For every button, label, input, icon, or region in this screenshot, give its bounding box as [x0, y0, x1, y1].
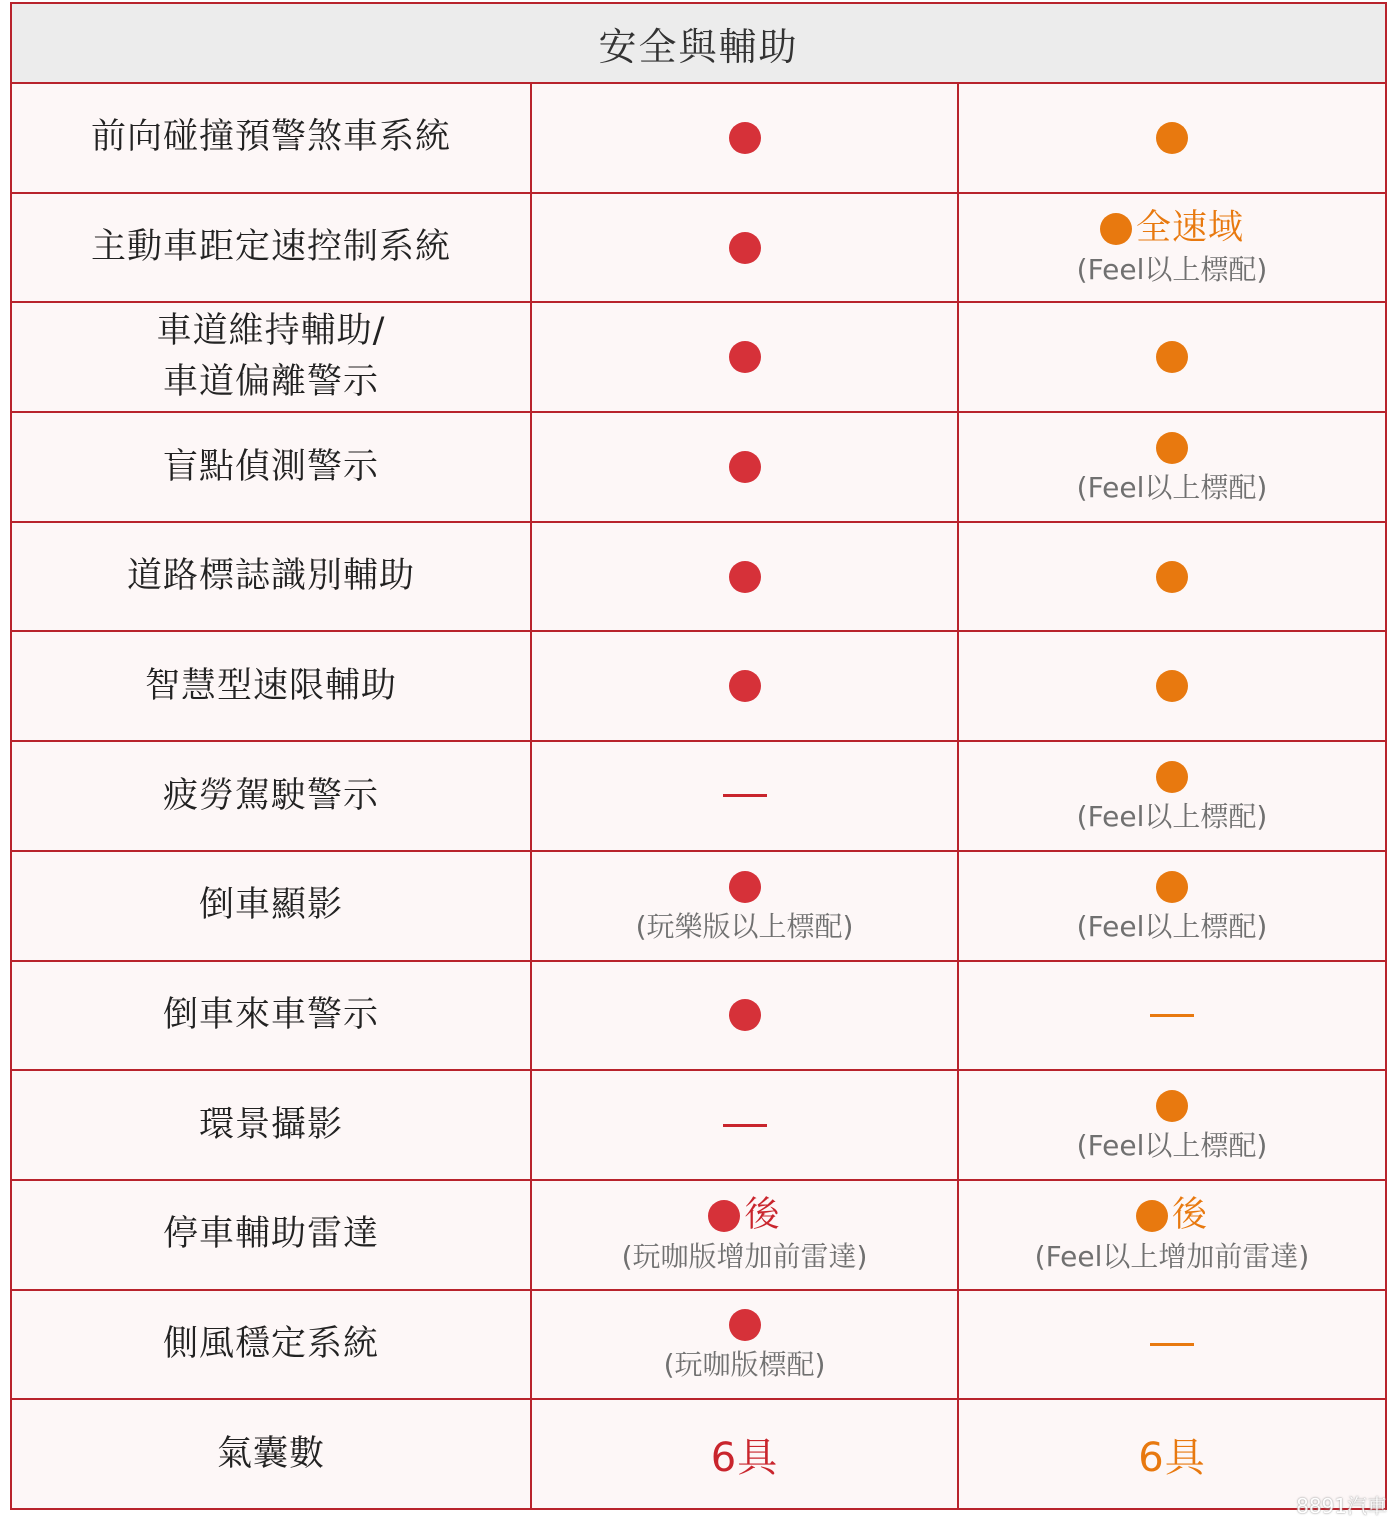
feature-label	[157, 306, 386, 408]
trim-b-cell	[959, 1071, 1385, 1179]
table-row	[12, 742, 1385, 852]
feature-label-cell	[12, 1400, 532, 1508]
trim-a-cell	[532, 1181, 959, 1289]
feature-label-cell	[12, 303, 532, 411]
value-main	[1156, 1090, 1188, 1122]
trim-a-cell	[532, 413, 959, 521]
feature-label-line: 盲點偵測警示	[162, 446, 379, 487]
feature-label	[199, 880, 343, 931]
value-note: (玩咖版增加前雷達)	[621, 1240, 868, 1274]
feature-label-line: 主動車距定速控制系統	[90, 227, 451, 268]
value-main	[1156, 670, 1188, 702]
feature-label-line: 疲勞駕駛警示	[162, 775, 379, 816]
table-row	[12, 303, 1385, 413]
table-row	[12, 1291, 1385, 1401]
trim-b-cell	[959, 852, 1385, 960]
orange-dot-icon	[1156, 561, 1188, 593]
value-note: (Feel以上標配)	[1076, 253, 1268, 287]
red-dot-icon	[729, 451, 761, 483]
feature-label-cell	[12, 84, 532, 192]
value-main	[729, 451, 761, 483]
feature-label	[217, 1429, 325, 1480]
table-row	[12, 1071, 1385, 1181]
red-dot-icon	[729, 341, 761, 373]
value-main	[708, 1195, 781, 1236]
value-text: 後	[744, 1195, 781, 1236]
trim-b-cell	[959, 194, 1385, 302]
feature-label-cell	[12, 523, 532, 631]
dash-icon	[723, 794, 767, 797]
red-dot-icon	[729, 561, 761, 593]
value-note: (Feel以上標配)	[1076, 909, 1268, 943]
value-main	[729, 341, 761, 373]
trim-a-cell	[532, 303, 959, 411]
value-main	[729, 670, 761, 702]
feature-label-line: 車道偏離警示	[162, 362, 379, 403]
feature-label-line: 倒車來車警示	[162, 994, 379, 1035]
trim-a-cell	[532, 962, 959, 1070]
table-row	[12, 523, 1385, 633]
trim-a-cell	[532, 742, 959, 850]
dash-icon	[723, 1124, 767, 1127]
red-dot-icon	[729, 871, 761, 903]
value-text: 全速域	[1135, 208, 1244, 249]
table-row	[12, 1400, 1385, 1510]
comparison-table	[10, 2, 1387, 1510]
table-row	[12, 194, 1385, 304]
value-main	[1156, 432, 1188, 464]
value-note: (玩咖版標配)	[663, 1348, 826, 1382]
trim-a-cell	[532, 523, 959, 631]
feature-label	[127, 551, 415, 602]
feature-label-line: 氣囊數	[216, 1433, 325, 1474]
dash-icon	[1150, 1014, 1194, 1017]
feature-label-line: 智慧型速限輔助	[144, 665, 397, 706]
value-text: 後	[1171, 1195, 1208, 1236]
orange-dot-icon	[1156, 341, 1188, 373]
feature-label	[163, 771, 379, 822]
trim-a-cell	[532, 84, 959, 192]
feature-label-line: 倒車顯影	[198, 885, 343, 926]
table-row	[12, 852, 1385, 962]
trim-b-cell	[959, 523, 1385, 631]
trim-b-cell	[959, 84, 1385, 192]
trim-a-cell	[532, 632, 959, 740]
feature-label	[91, 112, 451, 163]
table-header	[12, 4, 1385, 84]
airbag-count: 6具	[710, 1434, 779, 1481]
table-row	[12, 413, 1385, 523]
feature-label-line: 車道維持輔助/	[156, 311, 386, 352]
feature-label-cell	[12, 742, 532, 850]
feature-label	[163, 990, 379, 1041]
trim-b-cell	[959, 303, 1385, 411]
feature-label-cell	[12, 1181, 532, 1289]
feature-label-line: 前向碰撞預警煞車系統	[90, 117, 451, 158]
value-note: (Feel以上標配)	[1076, 470, 1268, 504]
table-row	[12, 1181, 1385, 1291]
feature-label-cell	[12, 962, 532, 1070]
value-main	[729, 232, 761, 264]
value-main	[1156, 871, 1188, 903]
trim-b-cell	[959, 632, 1385, 740]
value-main	[729, 999, 761, 1031]
feature-label	[163, 1319, 379, 1370]
table-title: 安全與輔助	[598, 24, 799, 69]
red-dot-icon	[729, 122, 761, 154]
orange-dot-icon	[1156, 432, 1188, 464]
value-main	[729, 871, 761, 903]
airbag-count: 6具	[1138, 1434, 1206, 1481]
feature-label	[91, 222, 451, 273]
feature-label-cell	[12, 1071, 532, 1179]
value-main	[729, 1309, 761, 1341]
feature-label-cell	[12, 1291, 532, 1399]
red-dot-icon	[729, 232, 761, 264]
value-main	[1156, 341, 1188, 373]
value-main	[729, 561, 761, 593]
value-main	[1156, 561, 1188, 593]
trim-b-cell	[959, 1181, 1385, 1289]
feature-label-line: 環景攝影	[198, 1104, 343, 1145]
orange-dot-icon	[1156, 871, 1188, 903]
red-dot-icon	[729, 670, 761, 702]
value-main	[1156, 761, 1188, 793]
orange-dot-icon	[1136, 1200, 1168, 1232]
feature-label-cell	[12, 413, 532, 521]
table-row	[12, 632, 1385, 742]
trim-a-cell	[532, 852, 959, 960]
orange-dot-icon	[1156, 1090, 1188, 1122]
feature-label	[199, 1100, 343, 1151]
feature-label-line: 道路標誌識別輔助	[126, 556, 415, 597]
trim-b-cell	[959, 413, 1385, 521]
value-main	[729, 122, 761, 154]
table-row	[12, 84, 1385, 194]
feature-label-cell	[12, 852, 532, 960]
value-note: (Feel以上增加前雷達)	[1034, 1240, 1310, 1274]
value-main	[1136, 1195, 1208, 1236]
table-row	[12, 962, 1385, 1072]
trim-a-cell	[532, 1291, 959, 1399]
red-dot-icon	[729, 999, 761, 1031]
feature-label-line: 停車輔助雷達	[162, 1214, 379, 1255]
orange-dot-icon	[1156, 122, 1188, 154]
orange-dot-icon	[1156, 761, 1188, 793]
trim-a-cell	[532, 194, 959, 302]
value-note: (Feel以上標配)	[1076, 1129, 1268, 1163]
value-note: (Feel以上標配)	[1076, 799, 1268, 833]
value-main	[1100, 208, 1244, 249]
feature-label-cell	[12, 632, 532, 740]
trim-a-cell	[532, 1400, 959, 1508]
feature-label	[163, 442, 379, 493]
trim-b-cell	[959, 962, 1385, 1070]
trim-b-cell	[959, 1291, 1385, 1399]
orange-dot-icon	[1156, 670, 1188, 702]
feature-label-line: 側風穩定系統	[162, 1324, 379, 1365]
trim-a-cell	[532, 1071, 959, 1179]
feature-label	[163, 1209, 379, 1260]
feature-label	[145, 661, 397, 712]
table-body	[12, 84, 1385, 1510]
red-dot-icon	[708, 1200, 740, 1232]
watermark-logo: 8891汽車	[1296, 1494, 1387, 1518]
red-dot-icon	[729, 1309, 761, 1341]
feature-label-cell	[12, 194, 532, 302]
dash-icon	[1150, 1343, 1194, 1346]
value-note: (玩樂版以上標配)	[635, 909, 854, 943]
trim-b-cell	[959, 742, 1385, 850]
orange-dot-icon	[1100, 213, 1132, 245]
value-main	[1156, 122, 1188, 154]
